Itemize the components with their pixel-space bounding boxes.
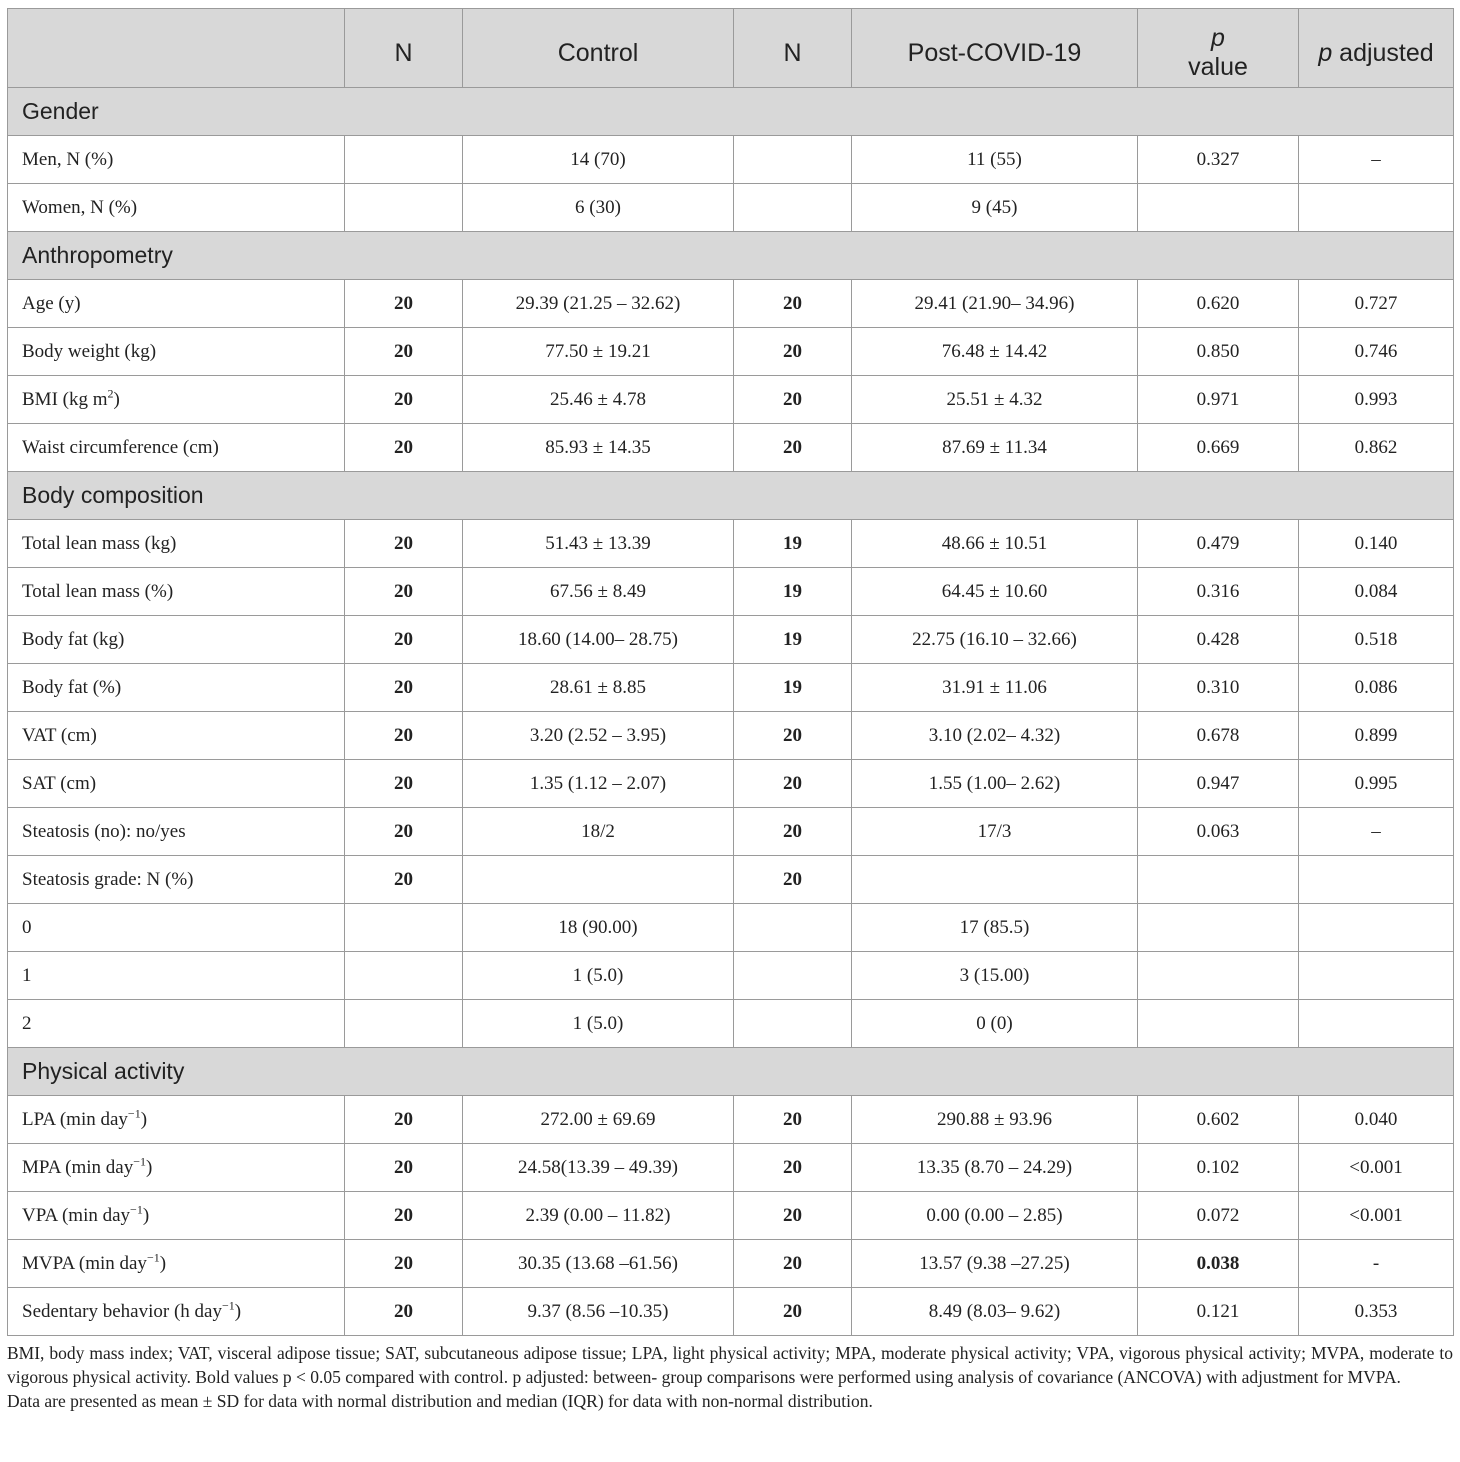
cell-n-post [734,952,852,1000]
table-row [8,952,1454,1000]
row-label [8,1144,345,1192]
cell-n-control: 20 [345,1192,463,1240]
cell-control: 3.20 (2.52 – 3.95) [463,712,734,760]
header-n-control: N [345,9,463,88]
cell-n-control: 20 [345,520,463,568]
cell-n-post: 20 [734,376,852,424]
cell-p-adjusted: 0.995 [1299,760,1454,808]
cell-post-covid: 29.41 (21.90– 34.96) [852,280,1138,328]
cell-p-value: 0.669 [1138,424,1299,472]
cell-p-adjusted: 0.040 [1299,1096,1454,1144]
cell-n-post: 20 [734,760,852,808]
cell-n-control: 20 [345,760,463,808]
row-label: Age (y) [8,280,345,328]
row-label-superscript: −1 [130,1202,143,1217]
results-table [7,8,1454,1336]
cell-p-adjusted [1299,904,1454,952]
cell-n-control: 20 [345,856,463,904]
cell-p-adjusted: <0.001 [1299,1144,1454,1192]
row-label-superscript: −1 [133,1154,146,1169]
header-post-covid: Post-COVID-19 [852,9,1138,88]
table-row [8,376,1454,424]
row-label [8,376,345,424]
cell-p-adjusted [1299,184,1454,232]
table-row [8,904,1454,952]
cell-n-post: 20 [734,856,852,904]
cell-post-covid: 17 (85.5) [852,904,1138,952]
cell-post-covid: 0.00 (0.00 – 2.85) [852,1192,1138,1240]
cell-control: 14 (70) [463,136,734,184]
cell-n-post: 19 [734,664,852,712]
cell-post-covid: 0 (0) [852,1000,1138,1048]
table-row [8,1144,1454,1192]
cell-post-covid [852,856,1138,904]
cell-n-control: 20 [345,664,463,712]
row-label: Steatosis grade: N (%) [8,856,345,904]
cell-p-adjusted [1299,856,1454,904]
cell-n-control [345,904,463,952]
cell-control: 1 (5.0) [463,952,734,1000]
cell-n-post: 19 [734,568,852,616]
cell-p-value [1138,952,1299,1000]
row-label: 1 [8,952,345,1000]
cell-n-post [734,184,852,232]
table-row [8,808,1454,856]
header-label [8,9,345,88]
section-body-composition: Body composition [8,472,1454,520]
cell-control: 29.39 (21.25 – 32.62) [463,280,734,328]
cell-post-covid: 9 (45) [852,184,1138,232]
section-gender: Gender [8,88,1454,136]
section-row [8,88,1454,136]
cell-post-covid: 17/3 [852,808,1138,856]
row-label: VAT (cm) [8,712,345,760]
footnote-data-presentation: Data are presented as mean ± SD for data with normal distribution and median (IQR) for data with non-normal distribution. [7,1391,873,1411]
cell-p-adjusted: 0.993 [1299,376,1454,424]
row-label-suffix: ) [113,388,120,410]
cell-n-post: 20 [734,1288,852,1336]
cell-p-adjusted: – [1299,136,1454,184]
row-label-suffix: ) [140,1108,148,1130]
table-row [8,1288,1454,1336]
cell-post-covid: 290.88 ± 93.96 [852,1096,1138,1144]
cell-control: 25.46 ± 4.78 [463,376,734,424]
cell-post-covid: 11 (55) [852,136,1138,184]
row-label-text: LPA (min day [22,1108,128,1130]
cell-control: 1.35 (1.12 – 2.07) [463,760,734,808]
cell-p-value: 0.327 [1138,136,1299,184]
cell-p-value: 0.072 [1138,1192,1299,1240]
cell-control: 1 (5.0) [463,1000,734,1048]
cell-n-post: 20 [734,424,852,472]
cell-p-adjusted: - [1299,1240,1454,1288]
cell-n-control: 20 [345,280,463,328]
cell-p-value: 0.850 [1138,328,1299,376]
row-label: Women, N (%) [8,184,345,232]
row-label-superscript: −1 [221,1298,235,1313]
cell-p-value: 0.063 [1138,808,1299,856]
cell-n-post: 20 [734,1192,852,1240]
cell-n-post: 19 [734,616,852,664]
row-label: Waist circumference (cm) [8,424,345,472]
row-label: Total lean mass (kg) [8,520,345,568]
header-control: Control [463,9,734,88]
row-label [8,1288,345,1336]
cell-p-value: 0.479 [1138,520,1299,568]
cell-p-value: 0.620 [1138,280,1299,328]
table-row [8,184,1454,232]
cell-p-value: 0.102 [1138,1144,1299,1192]
table-row [8,1192,1454,1240]
section-physical-activity: Physical activity [8,1048,1454,1096]
cell-n-control [345,952,463,1000]
table-row [8,1240,1454,1288]
cell-n-control: 20 [345,1240,463,1288]
row-label-text: BMI (kg m [22,388,108,410]
cell-control: 2.39 (0.00 – 11.82) [463,1192,734,1240]
cell-n-post: 20 [734,1240,852,1288]
cell-n-control: 20 [345,424,463,472]
section-row [8,472,1454,520]
row-label-superscript: −1 [146,1250,160,1265]
cell-control: 9.37 (8.56 –10.35) [463,1288,734,1336]
table-row [8,568,1454,616]
cell-control: 18.60 (14.00– 28.75) [463,616,734,664]
cell-post-covid: 3.10 (2.02– 4.32) [852,712,1138,760]
header-p-symbol: p [1211,24,1225,52]
cell-post-covid: 76.48 ± 14.42 [852,328,1138,376]
cell-n-post: 20 [734,1144,852,1192]
cell-post-covid: 22.75 (16.10 – 32.66) [852,616,1138,664]
cell-post-covid: 13.57 (9.38 –27.25) [852,1240,1138,1288]
cell-p-adjusted [1299,1000,1454,1048]
table-row [8,280,1454,328]
section-anthropometry: Anthropometry [8,232,1454,280]
table-container [7,8,1453,1413]
cell-p-value: 0.121 [1138,1288,1299,1336]
table-row [8,328,1454,376]
cell-p-adjusted: <0.001 [1299,1192,1454,1240]
header-p-adj-word: adjusted [1332,38,1434,67]
row-label-suffix: ) [159,1252,167,1274]
table-row [8,712,1454,760]
header-n-post: N [734,9,852,88]
cell-n-control: 20 [345,808,463,856]
table-row [8,616,1454,664]
footnote-abbreviations: BMI, body mass index; VAT, visceral adipose tissue; SAT, subcutaneous adipose tissue; LPA, light physical activity; MPA, moderate physical activity; VPA, vigorous physical activity; MVPA, moderate to vigorous physical activity. Bold values p < 0.05 compared with control. p adjusted: between- group comparisons were performed using analysis of covariance (ANCOVA) with adjustment for MVPA. [7,1343,1453,1387]
table-footnotes [7,1341,1453,1413]
cell-p-adjusted: 0.518 [1299,616,1454,664]
cell-n-post [734,904,852,952]
row-label: Men, N (%) [8,136,345,184]
cell-n-post: 19 [734,520,852,568]
cell-post-covid: 3 (15.00) [852,952,1138,1000]
row-label: SAT (cm) [8,760,345,808]
row-label [8,1240,345,1288]
cell-n-control: 20 [345,568,463,616]
cell-p-value [1138,1000,1299,1048]
cell-control: 28.61 ± 8.85 [463,664,734,712]
cell-p-value: 0.678 [1138,712,1299,760]
cell-n-post [734,136,852,184]
table-row [8,136,1454,184]
cell-p-adjusted: 0.899 [1299,712,1454,760]
cell-control: 51.43 ± 13.39 [463,520,734,568]
table-row [8,664,1454,712]
header-p-adjusted [1299,9,1454,88]
cell-control: 85.93 ± 14.35 [463,424,734,472]
cell-p-adjusted: 0.140 [1299,520,1454,568]
row-label: Body fat (%) [8,664,345,712]
cell-control: 18/2 [463,808,734,856]
cell-post-covid: 25.51 ± 4.32 [852,376,1138,424]
cell-n-post [734,1000,852,1048]
cell-p-value: 0.038 [1138,1240,1299,1288]
cell-p-value: 0.971 [1138,376,1299,424]
row-label-suffix: ) [142,1204,150,1226]
cell-control: 24.58(13.39 – 49.39) [463,1144,734,1192]
cell-control: 77.50 ± 19.21 [463,328,734,376]
row-label-suffix: ) [146,1156,153,1178]
cell-p-adjusted: 0.086 [1299,664,1454,712]
row-label-suffix: ) [234,1300,242,1322]
cell-n-post: 20 [734,1096,852,1144]
row-label-text: MPA (min day [22,1156,134,1178]
row-label-text: MVPA (min day [22,1252,147,1274]
table-row [8,520,1454,568]
cell-p-adjusted: 0.084 [1299,568,1454,616]
cell-p-adjusted: 0.862 [1299,424,1454,472]
cell-post-covid: 87.69 ± 11.34 [852,424,1138,472]
table-row [8,1000,1454,1048]
cell-n-post: 20 [734,808,852,856]
row-label: Total lean mass (%) [8,568,345,616]
section-row [8,1048,1454,1096]
cell-control: 6 (30) [463,184,734,232]
row-label-superscript: −1 [127,1106,141,1121]
cell-n-control: 20 [345,712,463,760]
cell-post-covid: 48.66 ± 10.51 [852,520,1138,568]
row-label: 0 [8,904,345,952]
cell-p-value: 0.310 [1138,664,1299,712]
table-row [8,424,1454,472]
cell-control [463,856,734,904]
cell-control: 18 (90.00) [463,904,734,952]
cell-n-control: 20 [345,1096,463,1144]
header-p-adj-symbol: p [1318,38,1333,67]
header-p-value-word: value [1188,53,1248,81]
row-label-superscript: 2 [107,386,114,401]
header-row [8,9,1454,88]
table-row [8,1096,1454,1144]
table-row [8,856,1454,904]
cell-n-post: 20 [734,280,852,328]
cell-post-covid: 31.91 ± 11.06 [852,664,1138,712]
cell-n-control: 20 [345,1144,463,1192]
cell-p-adjusted: 0.746 [1299,328,1454,376]
cell-p-adjusted: – [1299,808,1454,856]
cell-p-value: 0.428 [1138,616,1299,664]
row-label-text: VPA (min day [22,1204,131,1226]
cell-control: 272.00 ± 69.69 [463,1096,734,1144]
cell-p-value: 0.316 [1138,568,1299,616]
cell-n-post: 20 [734,328,852,376]
table-row [8,760,1454,808]
cell-n-control: 20 [345,328,463,376]
row-label [8,1096,345,1144]
cell-post-covid: 1.55 (1.00– 2.62) [852,760,1138,808]
cell-control: 30.35 (13.68 –61.56) [463,1240,734,1288]
cell-p-value [1138,184,1299,232]
cell-n-control [345,136,463,184]
cell-p-adjusted: 0.353 [1299,1288,1454,1336]
cell-n-control [345,184,463,232]
row-label: Steatosis (no): no/yes [8,808,345,856]
cell-n-control [345,1000,463,1048]
cell-p-value [1138,904,1299,952]
cell-p-value: 0.947 [1138,760,1299,808]
header-p-value [1138,9,1299,88]
cell-p-value: 0.602 [1138,1096,1299,1144]
row-label [8,1192,345,1240]
cell-post-covid: 13.35 (8.70 – 24.29) [852,1144,1138,1192]
row-label-text: Sedentary behavior (h day [22,1300,222,1322]
cell-p-value [1138,856,1299,904]
cell-n-control: 20 [345,1288,463,1336]
cell-post-covid: 8.49 (8.03– 9.62) [852,1288,1138,1336]
cell-p-adjusted [1299,952,1454,1000]
row-label: Body fat (kg) [8,616,345,664]
cell-control: 67.56 ± 8.49 [463,568,734,616]
row-label: 2 [8,1000,345,1048]
cell-n-control: 20 [345,616,463,664]
row-label: Body weight (kg) [8,328,345,376]
cell-n-post: 20 [734,712,852,760]
cell-post-covid: 64.45 ± 10.60 [852,568,1138,616]
section-row [8,232,1454,280]
cell-n-control: 20 [345,376,463,424]
cell-p-adjusted: 0.727 [1299,280,1454,328]
